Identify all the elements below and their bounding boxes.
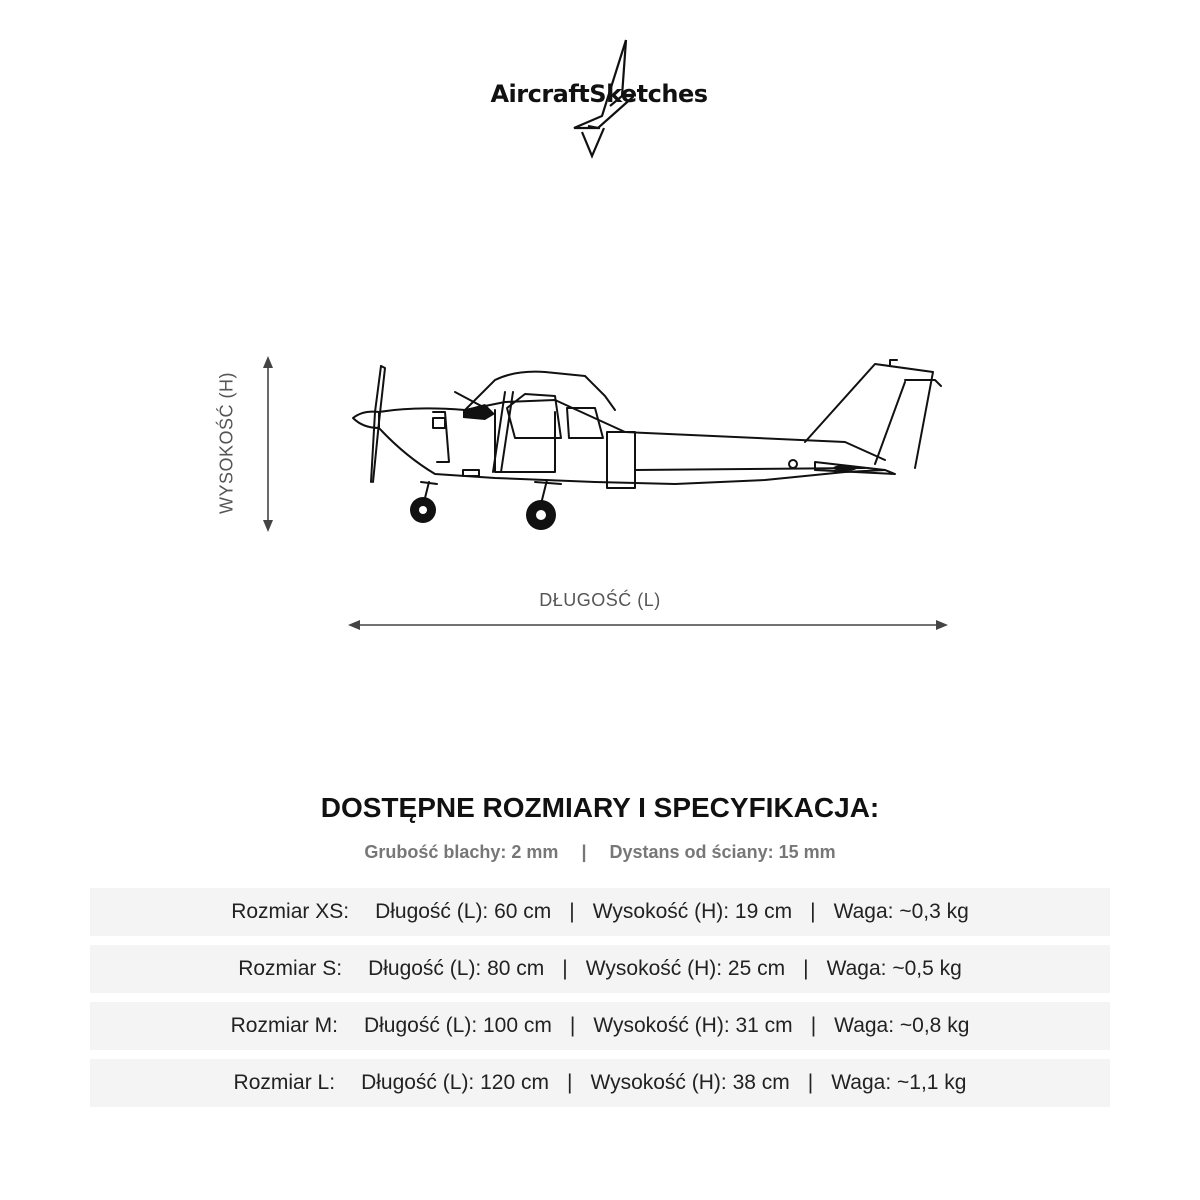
size-name: Rozmiar XS: xyxy=(231,900,350,923)
separator: | xyxy=(810,1014,817,1037)
size-length: Długość (L): 60 cm xyxy=(375,900,552,923)
cessna-side-silhouette-icon xyxy=(345,352,950,537)
size-row-m xyxy=(90,1002,1110,1050)
size-weight: Waga: ~0,8 kg xyxy=(834,1014,970,1037)
separator: | xyxy=(581,842,587,862)
size-row-l xyxy=(90,1059,1110,1107)
size-length: Długość (L): 100 cm xyxy=(363,1014,552,1037)
separator: | xyxy=(810,900,816,923)
size-name: Rozmiar S: xyxy=(238,957,343,980)
length-arrow xyxy=(348,617,948,633)
spec-title: DOSTĘPNE ROZMIARY I SPECYFIKACJA: xyxy=(320,792,880,823)
size-height: Wysokość (H): 38 cm xyxy=(590,1071,790,1094)
size-weight: Waga: ~0,3 kg xyxy=(833,900,969,923)
size-weight: Waga: ~1,1 kg xyxy=(831,1071,967,1094)
separator: | xyxy=(807,1071,814,1094)
size-row-xs xyxy=(90,888,1110,936)
separator: | xyxy=(569,900,575,923)
size-name: Rozmiar M: xyxy=(230,1014,338,1037)
height-arrow xyxy=(260,356,276,532)
size-row-s xyxy=(90,945,1110,993)
separator: | xyxy=(566,1071,573,1094)
size-weight: Waga: ~0,5 kg xyxy=(826,957,962,980)
size-height: Wysokość (H): 25 cm xyxy=(585,957,786,980)
size-length: Długość (L): 80 cm xyxy=(368,957,545,980)
thickness-text: Grubość blachy: 2 mm xyxy=(364,842,559,862)
size-height: Wysokość (H): 19 cm xyxy=(592,900,793,923)
size-length: Długość (L): 120 cm xyxy=(361,1071,549,1094)
size-height: Wysokość (H): 31 cm xyxy=(593,1014,793,1037)
height-label: WYSOKOŚĆ (H) xyxy=(216,371,237,515)
size-name: Rozmiar L: xyxy=(233,1071,336,1094)
separator: | xyxy=(803,957,809,980)
spec-subtitle xyxy=(0,842,1200,863)
separator: | xyxy=(562,957,568,980)
brand-logo xyxy=(474,36,724,160)
separator: | xyxy=(569,1014,576,1037)
distance-text: Dystans od ściany: 15 mm xyxy=(609,842,836,862)
length-label: DŁUGOŚĆ (L) xyxy=(539,590,661,610)
logo-text: AircraftSketches xyxy=(490,80,708,108)
size-table xyxy=(90,888,1110,1116)
